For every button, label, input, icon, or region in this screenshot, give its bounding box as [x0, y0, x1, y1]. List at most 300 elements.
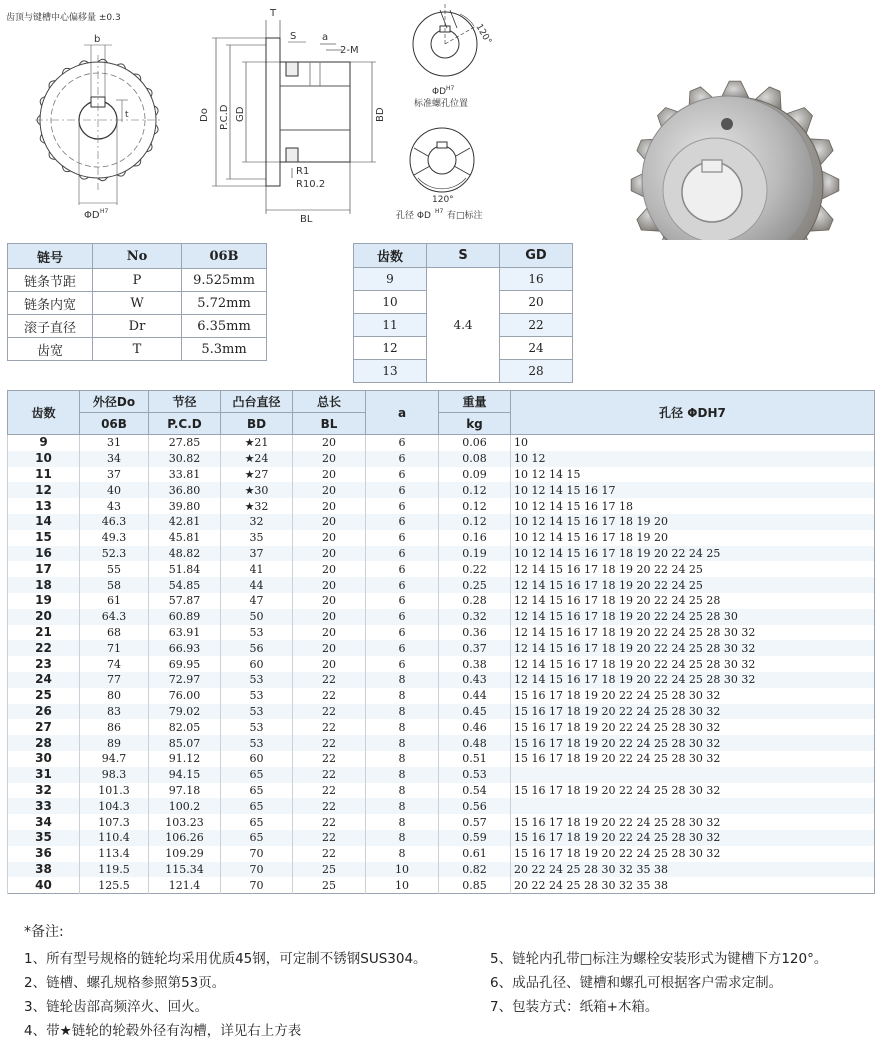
cell-do: 40: [80, 482, 149, 498]
dim-S: S: [290, 31, 297, 42]
spec-header: No: [93, 244, 182, 269]
cell-hole: [511, 798, 875, 814]
cell-kg: 0.46: [439, 719, 511, 735]
table-row: [8, 656, 875, 672]
cell-kg: 0.38: [439, 656, 511, 672]
offset-note: 齿顶与键槽中心偏移量 ±0.3: [6, 13, 121, 23]
cell-teeth: 9: [8, 435, 80, 451]
cell-bl: 20: [293, 561, 366, 577]
cell-pcd: 100.2: [149, 798, 221, 814]
cell-a: 8: [366, 814, 439, 830]
cell-kg: 0.53: [439, 767, 511, 783]
cell-do: 74: [80, 656, 149, 672]
cell-teeth: 35: [8, 830, 80, 846]
cell-bl: 22: [293, 767, 366, 783]
cell-pcd: 33.81: [149, 467, 221, 483]
cell-a: 8: [366, 846, 439, 862]
cell-a: 8: [366, 704, 439, 720]
gd-row: [354, 268, 573, 291]
cell-pcd: 82.05: [149, 719, 221, 735]
cell-bl: 25: [293, 862, 366, 878]
cell-a: 8: [366, 751, 439, 767]
cell-bd: 35: [221, 530, 293, 546]
cell-teeth: 38: [8, 862, 80, 878]
table-row: [8, 625, 875, 641]
cell-kg: 0.48: [439, 735, 511, 751]
table-row: [8, 735, 875, 751]
std-pos-label: 标准螺孔位置: [414, 99, 469, 109]
cell-do: 64.3: [80, 609, 149, 625]
cell-bd: 44: [221, 577, 293, 593]
cell-pcd: 76.00: [149, 688, 221, 704]
dim-R1: R1: [296, 166, 310, 177]
cell-hole: 20 22 24 25 28 30 32 35 38: [511, 862, 875, 878]
cell-bl: 20: [293, 546, 366, 562]
cell-teeth: 26: [8, 704, 80, 720]
cell-bl: 22: [293, 688, 366, 704]
front-view: [6, 11, 162, 221]
cell-teeth: 10: [8, 451, 80, 467]
cell-do: 34: [80, 451, 149, 467]
note-item: 7、包装方式：纸箱+木箱。: [490, 999, 659, 1015]
cell-pcd: 106.26: [149, 830, 221, 846]
cell-kg: 0.43: [439, 672, 511, 688]
cell-kg: 0.12: [439, 482, 511, 498]
cell-hole: 10: [511, 435, 875, 451]
cell-do: 107.3: [80, 814, 149, 830]
table-row: [8, 814, 875, 830]
dim-a: a: [322, 32, 329, 43]
cell-pcd: 79.02: [149, 704, 221, 720]
cell-bl: 22: [293, 798, 366, 814]
dim-h7: H7: [100, 208, 109, 215]
cell-teeth: 12: [8, 482, 80, 498]
cell-hole: 12 14 15 16 17 18 19 20 22 24 25 28 30 32: [511, 672, 875, 688]
cell-bl: 22: [293, 704, 366, 720]
header-do-sub: 06B: [80, 413, 149, 435]
cell-do: 83: [80, 704, 149, 720]
cell-do: 104.3: [80, 798, 149, 814]
cell-a: 8: [366, 688, 439, 704]
cell-pcd: 63.91: [149, 625, 221, 641]
table-row: [8, 577, 875, 593]
table-row: [8, 451, 875, 467]
cell-a: 6: [366, 482, 439, 498]
cell-bd: 65: [221, 830, 293, 846]
note-item: 6、成品孔径、键槽和螺孔可根据客户需求定制。: [490, 975, 783, 991]
cell-bd: 53: [221, 719, 293, 735]
cell-teeth: 20: [8, 609, 80, 625]
cell-bl: 20: [293, 451, 366, 467]
cell-hole: 12 14 15 16 17 18 19 20 22 24 25: [511, 577, 875, 593]
dim-t: t: [125, 110, 129, 120]
spec-cell: 9.525mm: [182, 269, 267, 292]
cell-bd: ★30: [221, 482, 293, 498]
cell-kg: 0.16: [439, 530, 511, 546]
gd-table: [353, 243, 573, 383]
table-row: [8, 798, 875, 814]
cell-hole: 15 16 17 18 19 20 22 24 25 28 30 32: [511, 704, 875, 720]
dim-Do: Do: [199, 108, 210, 122]
table-body: [8, 435, 875, 894]
cell-teeth: 30: [8, 751, 80, 767]
cell-bd: 37: [221, 546, 293, 562]
cell-do: 43: [80, 498, 149, 514]
chain-spec-table: [7, 243, 267, 361]
cell-a: 6: [366, 498, 439, 514]
header-bd-sub: BD: [221, 413, 293, 435]
cell-bl: 20: [293, 482, 366, 498]
cell-bl: 22: [293, 814, 366, 830]
cell-bl: 20: [293, 609, 366, 625]
cell-kg: 0.51: [439, 751, 511, 767]
hub-view-standard: [413, 4, 477, 76]
cell-a: 6: [366, 546, 439, 562]
cell-pcd: 66.93: [149, 640, 221, 656]
cell-teeth: 40: [8, 877, 80, 893]
cell-bd: 53: [221, 672, 293, 688]
cell-a: 6: [366, 593, 439, 609]
cell-pcd: 36.80: [149, 482, 221, 498]
cell-bd: 56: [221, 640, 293, 656]
cell-teeth: 25: [8, 688, 80, 704]
cell-bl: 22: [293, 846, 366, 862]
table-row: [8, 719, 875, 735]
header-a: a: [366, 391, 439, 435]
dim-bore: ΦD: [84, 210, 100, 221]
spec-cell: P: [93, 269, 182, 292]
dim-BL: BL: [300, 214, 313, 225]
cell-kg: 0.22: [439, 561, 511, 577]
cell-a: 10: [366, 862, 439, 878]
note-item: 1、所有型号规格的链轮均采用优质45钢，可定制不锈钢SUS304。: [24, 951, 427, 967]
header-kg: 重量: [439, 391, 511, 413]
table-row: [8, 862, 875, 878]
note-h7: H7: [435, 208, 444, 215]
cell-teeth: 24: [8, 672, 80, 688]
spec-header: 06B: [182, 244, 267, 269]
spec-cell: 5.3mm: [182, 338, 267, 361]
header-kg-sub: kg: [439, 413, 511, 435]
cell-bd: ★32: [221, 498, 293, 514]
cell-a: 10: [366, 877, 439, 893]
cell-hole: 12 14 15 16 17 18 19 20 22 24 25 28 30 32: [511, 625, 875, 641]
cell-kg: 0.59: [439, 830, 511, 846]
spec-cell: 链条节距: [8, 269, 93, 292]
cell-do: 119.5: [80, 862, 149, 878]
cell-a: 6: [366, 561, 439, 577]
gd-teeth: 9: [354, 268, 427, 291]
cell-kg: 0.32: [439, 609, 511, 625]
gd-teeth: 13: [354, 360, 427, 383]
cell-hole: [511, 767, 875, 783]
cell-teeth: 13: [8, 498, 80, 514]
table-row: [8, 640, 875, 656]
cell-bd: 60: [221, 751, 293, 767]
cell-bl: 20: [293, 625, 366, 641]
cell-bd: 32: [221, 514, 293, 530]
cell-hole: 10 12: [511, 451, 875, 467]
angle-2: 120°: [432, 195, 454, 205]
spec-row: [8, 292, 267, 315]
cell-do: 52.3: [80, 546, 149, 562]
gd-value: 28: [500, 360, 573, 383]
cell-hole: 12 14 15 16 17 18 19 20 22 24 25: [511, 561, 875, 577]
cell-bl: 20: [293, 498, 366, 514]
dim-T: T: [270, 8, 277, 19]
cell-teeth: 31: [8, 767, 80, 783]
table-row: [8, 830, 875, 846]
cell-hole: 12 14 15 16 17 18 19 20 22 24 25 28 30: [511, 609, 875, 625]
cell-teeth: 11: [8, 467, 80, 483]
gd-value: 20: [500, 291, 573, 314]
cell-a: 8: [366, 719, 439, 735]
cell-hole: 15 16 17 18 19 20 22 24 25 28 30 32: [511, 735, 875, 751]
cell-pcd: 45.81: [149, 530, 221, 546]
note-item: 4、带★链轮的轮毂外径有沟槽，详见右上方表: [24, 1023, 302, 1039]
spec-header: 链号: [8, 244, 93, 269]
table-row: [8, 546, 875, 562]
cell-hole: 10 12 14 15 16 17 18: [511, 498, 875, 514]
cell-pcd: 60.89: [149, 609, 221, 625]
table-row: [8, 846, 875, 862]
gd-teeth: 11: [354, 314, 427, 337]
cell-bd: 47: [221, 593, 293, 609]
spec-cell: 6.35mm: [182, 315, 267, 338]
cell-bl: 20: [293, 514, 366, 530]
cell-bl: 20: [293, 593, 366, 609]
cell-kg: 0.28: [439, 593, 511, 609]
cell-hole: 15 16 17 18 19 20 22 24 25 28 30 32: [511, 688, 875, 704]
cell-pcd: 30.82: [149, 451, 221, 467]
gd-header: S: [427, 244, 500, 268]
gd-teeth: 10: [354, 291, 427, 314]
cell-bl: 20: [293, 656, 366, 672]
spec-cell: Dr: [93, 315, 182, 338]
spec-row: [8, 315, 267, 338]
spec-cell: 滚子直径: [8, 315, 93, 338]
cell-pcd: 48.82: [149, 546, 221, 562]
cell-teeth: 19: [8, 593, 80, 609]
gd-header-row: [354, 244, 573, 268]
cell-hole: 12 14 15 16 17 18 19 20 22 24 25 28 30 32: [511, 640, 875, 656]
cell-bl: 22: [293, 672, 366, 688]
cell-a: 6: [366, 435, 439, 451]
spec-row: [8, 269, 267, 292]
spec-cell: 链条内宽: [8, 292, 93, 315]
cell-teeth: 18: [8, 577, 80, 593]
cell-kg: 0.44: [439, 688, 511, 704]
cell-hole: 10 12 14 15 16 17 18 19 20: [511, 514, 875, 530]
cell-teeth: 17: [8, 561, 80, 577]
cell-hole: 15 16 17 18 19 20 22 24 25 28 30 32: [511, 719, 875, 735]
gd-header: 齿数: [354, 244, 427, 268]
cell-pcd: 42.81: [149, 514, 221, 530]
cell-pcd: 97.18: [149, 783, 221, 799]
cell-bl: 25: [293, 877, 366, 893]
cell-pcd: 72.97: [149, 672, 221, 688]
cell-kg: 0.37: [439, 640, 511, 656]
cell-kg: 0.36: [439, 625, 511, 641]
dim-BD: BD: [375, 107, 386, 122]
cell-pcd: 39.80: [149, 498, 221, 514]
cell-pcd: 115.34: [149, 862, 221, 878]
cell-pcd: 103.23: [149, 814, 221, 830]
cell-teeth: 27: [8, 719, 80, 735]
cell-do: 55: [80, 561, 149, 577]
cell-do: 125.5: [80, 877, 149, 893]
cell-do: 80: [80, 688, 149, 704]
cell-bl: 20: [293, 467, 366, 483]
cell-teeth: 22: [8, 640, 80, 656]
cell-kg: 0.19: [439, 546, 511, 562]
table-row: [8, 467, 875, 483]
cell-pcd: 109.29: [149, 846, 221, 862]
table-row: [8, 767, 875, 783]
cell-kg: 0.85: [439, 877, 511, 893]
spec-header-row: [8, 244, 267, 269]
angle-1: 120°: [473, 22, 493, 47]
cell-kg: 0.45: [439, 704, 511, 720]
cell-hole: 15 16 17 18 19 20 22 24 25 28 30 32: [511, 846, 875, 862]
cell-do: 89: [80, 735, 149, 751]
cell-teeth: 33: [8, 798, 80, 814]
cell-pcd: 94.15: [149, 767, 221, 783]
dim-GD: GD: [235, 106, 246, 122]
cell-kg: 0.25: [439, 577, 511, 593]
cell-do: 110.4: [80, 830, 149, 846]
cell-teeth: 28: [8, 735, 80, 751]
cell-hole: 15 16 17 18 19 20 22 24 25 28 30 32: [511, 814, 875, 830]
cell-bd: 65: [221, 783, 293, 799]
header-hole: 孔径 ΦDH7: [511, 391, 875, 435]
cell-kg: 0.61: [439, 846, 511, 862]
cell-a: 8: [366, 798, 439, 814]
cell-bd: 65: [221, 798, 293, 814]
cell-pcd: 91.12: [149, 751, 221, 767]
cell-hole: 10 12 14 15 16 17 18 19 20: [511, 530, 875, 546]
hub-view-120: [410, 128, 474, 192]
table-row: [8, 704, 875, 720]
cell-hole: 10 12 14 15 16 17: [511, 482, 875, 498]
cell-a: 6: [366, 609, 439, 625]
table-row: [8, 688, 875, 704]
cell-teeth: 21: [8, 625, 80, 641]
cell-a: 6: [366, 656, 439, 672]
cell-bl: 20: [293, 640, 366, 656]
cell-teeth: 15: [8, 530, 80, 546]
cell-teeth: 32: [8, 783, 80, 799]
note-item: 5、链轮内孔带□标注为螺栓安装形式为键槽下方120°。: [490, 951, 828, 967]
cell-a: 6: [366, 625, 439, 641]
cell-do: 37: [80, 467, 149, 483]
spec-cell: 5.72mm: [182, 292, 267, 315]
cell-a: 6: [366, 530, 439, 546]
table-row: [8, 561, 875, 577]
cell-hole: 15 16 17 18 19 20 22 24 25 28 30 32: [511, 783, 875, 799]
cell-do: 71: [80, 640, 149, 656]
note-item: 3、链轮齿部高频淬火、回火。: [24, 999, 209, 1015]
cell-bl: 22: [293, 735, 366, 751]
table-row: [8, 435, 875, 451]
cell-a: 8: [366, 830, 439, 846]
spec-cell: W: [93, 292, 182, 315]
cell-bd: 53: [221, 688, 293, 704]
cell-bd: 53: [221, 704, 293, 720]
spec-cell: T: [93, 338, 182, 361]
cell-kg: 0.06: [439, 435, 511, 451]
gd-value: 22: [500, 314, 573, 337]
cell-teeth: 14: [8, 514, 80, 530]
spec-row: [8, 338, 267, 361]
gd-s-value: 4.4: [427, 268, 500, 383]
cell-hole: 15 16 17 18 19 20 22 24 25 28 30 32: [511, 751, 875, 767]
cell-kg: 0.54: [439, 783, 511, 799]
cell-a: 8: [366, 767, 439, 783]
cell-do: 61: [80, 593, 149, 609]
cell-bd: ★27: [221, 467, 293, 483]
sprocket-spec-table: [7, 390, 875, 894]
header-do: 外径Do: [80, 391, 149, 413]
cell-pcd: 121.4: [149, 877, 221, 893]
table-row: [8, 514, 875, 530]
header-bl: 总长: [293, 391, 366, 413]
cell-do: 49.3: [80, 530, 149, 546]
table-row: [8, 672, 875, 688]
cell-bd: 53: [221, 625, 293, 641]
cell-do: 86: [80, 719, 149, 735]
cell-bl: 22: [293, 719, 366, 735]
header-teeth: 齿数: [8, 391, 80, 435]
table-row: [8, 593, 875, 609]
cell-a: 8: [366, 783, 439, 799]
cell-bl: 22: [293, 783, 366, 799]
side-view-labels: [199, 8, 386, 225]
cell-do: 46.3: [80, 514, 149, 530]
cell-a: 6: [366, 640, 439, 656]
cell-do: 77: [80, 672, 149, 688]
gd-header: GD: [500, 244, 573, 268]
cell-hole: 10 12 14 15: [511, 467, 875, 483]
note-bore: 孔径 ΦD: [396, 211, 431, 221]
cell-teeth: 34: [8, 814, 80, 830]
dim-M: 2-M: [340, 45, 359, 56]
cell-bl: 20: [293, 435, 366, 451]
technical-drawing: [0, 0, 880, 240]
cell-do: 31: [80, 435, 149, 451]
cell-bd: 70: [221, 846, 293, 862]
cell-kg: 0.57: [439, 814, 511, 830]
cell-bl: 22: [293, 751, 366, 767]
dim-b: b: [94, 34, 101, 45]
cell-a: 6: [366, 467, 439, 483]
note-item: 2、链槽、螺孔规格参照第53页。: [24, 975, 226, 991]
gd-value: 24: [500, 337, 573, 360]
header-pcd: 节径: [149, 391, 221, 413]
table-row: [8, 498, 875, 514]
cell-a: 6: [366, 451, 439, 467]
cell-pcd: 27.85: [149, 435, 221, 451]
hub-h7-1: H7: [446, 85, 455, 92]
cell-bd: 70: [221, 862, 293, 878]
cell-do: 101.3: [80, 783, 149, 799]
cell-pcd: 51.84: [149, 561, 221, 577]
gd-teeth: 12: [354, 337, 427, 360]
cell-a: 8: [366, 735, 439, 751]
cell-hole: 10 12 14 15 16 17 18 19 20 22 24 25: [511, 546, 875, 562]
cell-hole: 12 14 15 16 17 18 19 20 22 24 25 28 30 32: [511, 656, 875, 672]
cell-hole: 20 22 24 25 28 30 32 35 38: [511, 877, 875, 893]
